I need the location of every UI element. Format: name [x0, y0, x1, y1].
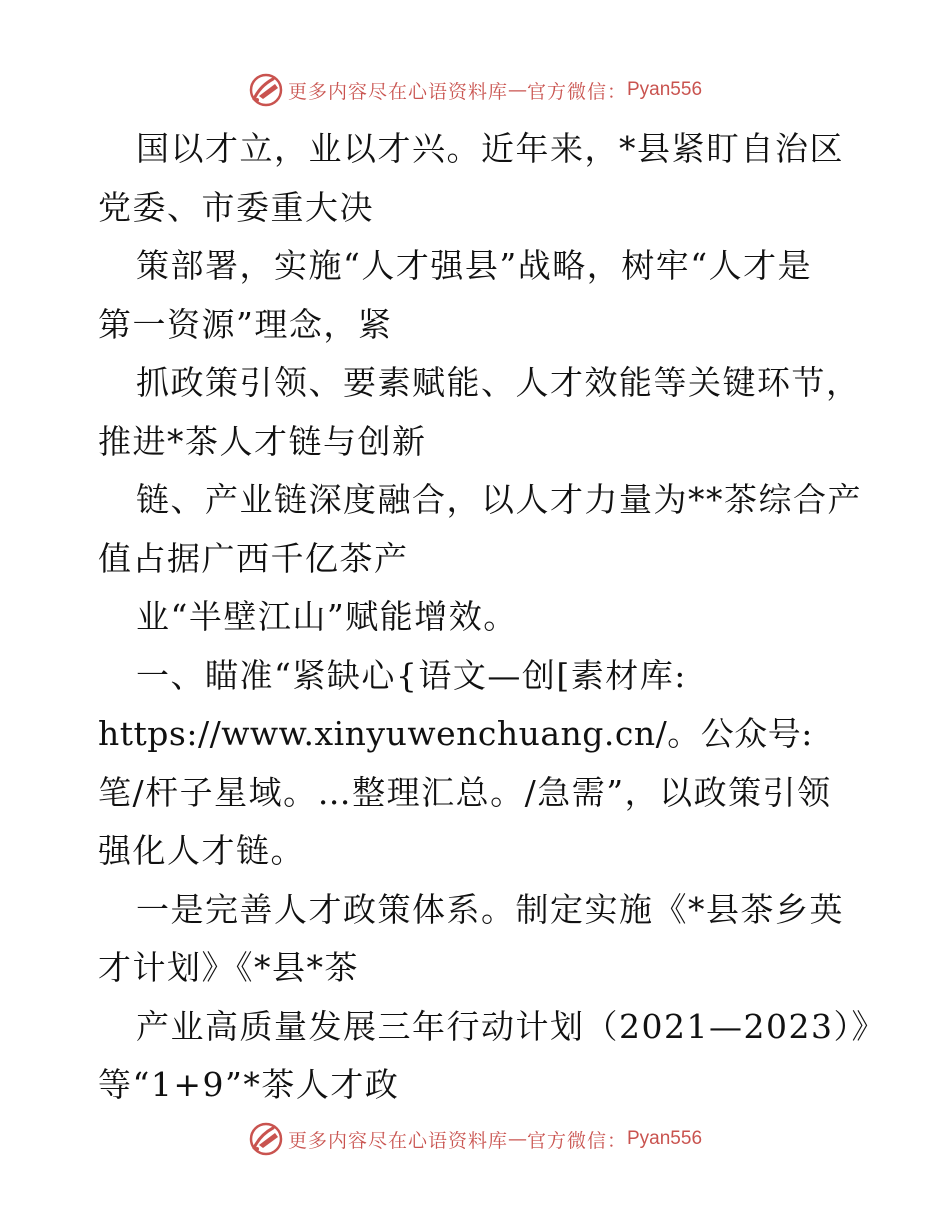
body-line: 等“1+9”*茶人才政	[98, 1065, 400, 1104]
header-watermark-banner	[0, 70, 950, 110]
body-line: 值占据广西千亿茶产	[98, 538, 409, 578]
banner-dash: —	[507, 1128, 527, 1150]
body-line: 第一资源”理念，紧	[98, 304, 393, 344]
body-line: 笔/杆子星域。…整理汇总。/急需”，以政策引领	[98, 772, 832, 812]
body-line: 链、产业链深度融合，以人才力量为**茶综合产	[136, 480, 862, 519]
body-line: 推进*茶人才链与创新	[98, 421, 427, 461]
footer-watermark-banner	[0, 1119, 950, 1159]
body-line: 策部署，实施“人才强县”战略，树牢“人才是	[136, 246, 813, 285]
body-line: 一是完善人才政策体系。制定实施《*县茶乡英	[136, 889, 844, 929]
pen-logo-icon	[248, 72, 284, 108]
body-line: 业“半壁江山”赋能增效。	[136, 597, 518, 636]
banner-wechat-label: 官方微信：	[526, 1129, 627, 1152]
body-line: 强化人才链。	[98, 831, 305, 870]
document-body	[98, 120, 886, 1115]
banner-wechat-id: Pyan556	[627, 79, 703, 100]
banner-site-text: 更多内容尽在心语资料库	[287, 80, 508, 103]
body-line: 产业高质量发展三年行动计划（2021—2023）》	[136, 1006, 886, 1046]
body-line: 才计划》《*县*茶	[98, 948, 359, 987]
banner-wechat-label: 官方微信：	[526, 80, 627, 103]
body-line: 党委、市委重大决	[98, 187, 374, 227]
banner-dash: —	[507, 79, 527, 101]
body-line: https://www.xinyuwenchuang.cn/。公众号:	[98, 714, 813, 753]
banner-wechat-id: Pyan556	[627, 1128, 703, 1149]
pen-logo-icon	[248, 1121, 284, 1157]
body-line: 抓政策引领、要素赋能、人才效能等关键环节，	[136, 363, 861, 402]
banner-site-text: 更多内容尽在心语资料库	[287, 1129, 508, 1152]
body-line: 一、瞄准“紧缺心{语文—创[素材库:	[136, 655, 687, 695]
body-line: 国以才立，业以才兴。近年来，*县紧盯自治区	[136, 129, 844, 168]
